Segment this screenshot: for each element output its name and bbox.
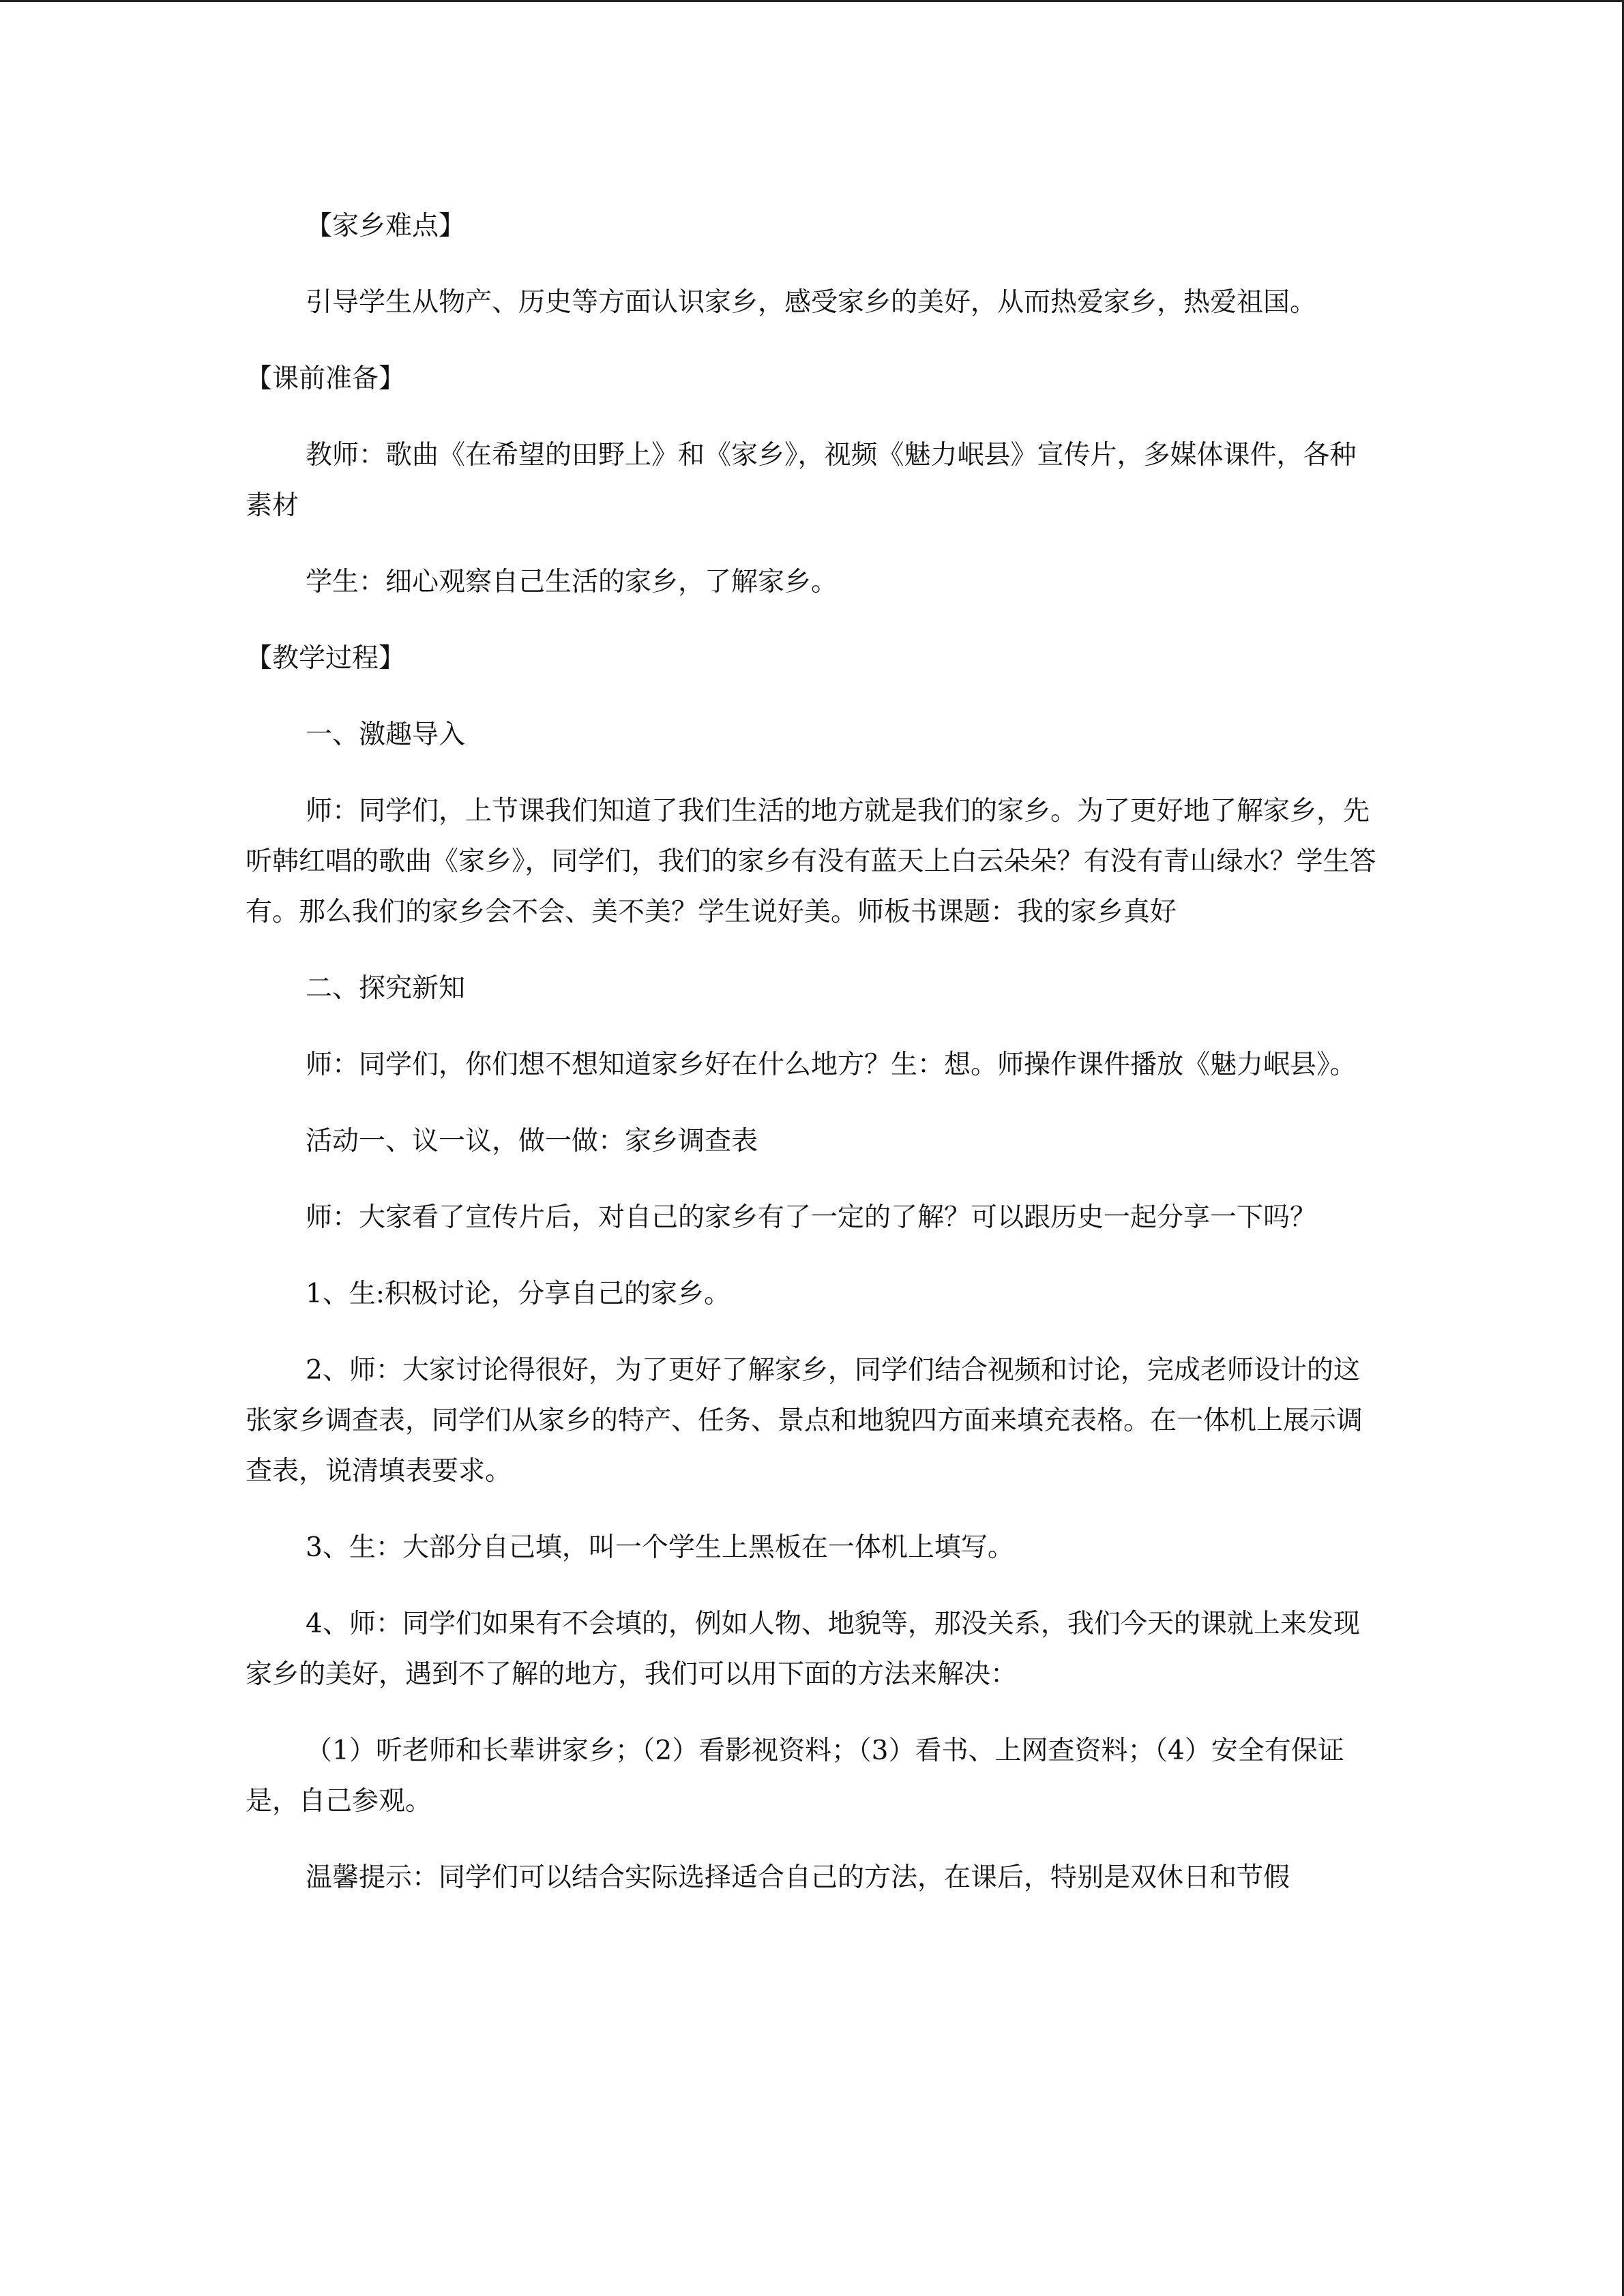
paragraph-tip: 温馨提示：同学们可以结合实际选择适合自己的方法，在课后，特别是双休日和节假	[306, 1862, 1290, 1893]
subheading-intro: 一、激趣导入	[306, 719, 466, 750]
list-item-1: 1、生:积极讨论，分享自己的家乡。	[306, 1279, 730, 1309]
subheading-explore: 二、探究新知	[306, 973, 466, 1004]
list-item-3: 3、生：大部分自己填，叫一个学生上黑板在一体机上填写。	[306, 1532, 1014, 1563]
paragraph-intro-text: 师：同学们，上节课我们知道了我们生活的地方就是我们的家乡。为了更好地了解家乡，先听韩红唱的歌曲《家乡》，同学们，我们的家乡有没有蓝天上白云朵朵？有没有青山绿水？学生答有。那么我们的家乡会不会、美不美？学生说好美。师板书课题：我的家乡真好	[246, 796, 1376, 927]
paragraph-student-prep: 学生：细心观察自己生活的家乡，了解家乡。	[306, 567, 838, 597]
section-heading-preparation: 【课前准备】	[246, 363, 406, 394]
list-item-4: 4、师：同学们如果有不会填的，例如人物、地貌等，那没关系，我们今天的课就上来发现家乡的美好，遇到不了解的地方，我们可以用下面的方法来解决：	[246, 1609, 1360, 1690]
section-heading-process: 【教学过程】	[246, 643, 406, 674]
activity-one-title: 活动一、议一议，做一做：家乡调查表	[306, 1126, 758, 1157]
paragraph-methods: （1）听老师和长辈讲家乡；（2）看影视资料；（3）看书、上网查资料；（4）安全有保证是，自己参观。	[246, 1735, 1344, 1817]
section-heading-difficulty: 【家乡难点】	[306, 211, 466, 241]
document-body	[246, 201, 1378, 1929]
paragraph-teacher-prep: 教师：歌曲《在希望的田野上》和《家乡》，视频《魅力岷县》宣传片，多媒体课件，各种素材	[246, 440, 1357, 521]
paragraph-explore-text: 师：同学们，你们想不想知道家乡好在什么地方？生：想。师操作课件播放《魅力岷县》。	[306, 1049, 1357, 1080]
list-item-2: 2、师：大家讨论得很好，为了更好了解家乡，同学们结合视频和讨论，完成老师设计的这张家乡调查表，同学们从家乡的特产、任务、景点和地貌四方面来填充表格。在一体机上展示调查表，说清填表要求。	[246, 1355, 1363, 1487]
paragraph-activity-question: 师：大家看了宣传片后，对自己的家乡有了一定的了解？可以跟历史一起分享一下吗？	[306, 1202, 1317, 1233]
paragraph-difficulty-text: 引导学生从物产、历史等方面认识家乡，感受家乡的美好，从而热爱家乡，热爱祖国。	[306, 287, 1317, 318]
